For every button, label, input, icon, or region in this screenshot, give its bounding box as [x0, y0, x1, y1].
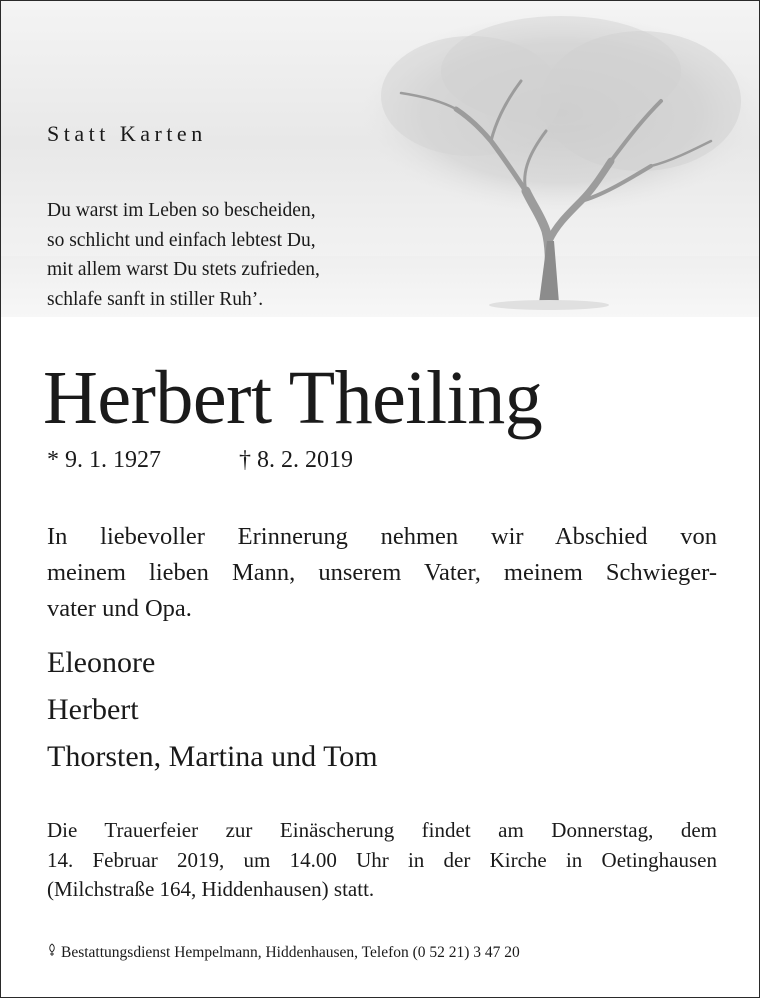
- intro-line: In liebevoller Erinnerung nehmen wir Abschied von: [47, 523, 717, 550]
- statt-karten-label: Statt Karten: [47, 121, 207, 146]
- service-line: (Milchstraße 164, Hiddenhausen) statt.: [47, 877, 375, 901]
- family-member: Herbert: [47, 693, 139, 726]
- poem-line: mit allem warst Du stets zufrieden,: [47, 259, 320, 280]
- family-member: Thorsten, Martina und Tom: [47, 740, 378, 773]
- deceased-name: Herbert Theiling: [43, 356, 543, 440]
- service-info: [47, 816, 717, 905]
- poem: [47, 196, 320, 314]
- poem-line: so schlicht und einfach lebtest Du,: [47, 229, 316, 251]
- intro-line: meinem lieben Mann, unserem Vater, meinem Schwieger-: [47, 559, 717, 586]
- family-member: Eleonore: [47, 646, 156, 679]
- birth-date: * 9. 1. 1927: [47, 447, 161, 473]
- footer-text: Bestattungsdienst Hempelmann, Hiddenhausen, Telefon (0 52 21) 3 47 20: [61, 944, 520, 961]
- service-line: Die Trauerfeier zur Einäscherung findet am Donnerstag, dem: [47, 818, 717, 842]
- header-image: [1, 1, 760, 317]
- funeral-home-footer: [47, 943, 520, 962]
- death-date: † 8. 2. 2019: [239, 447, 353, 473]
- intro-text: [47, 519, 717, 627]
- intro-line: vater und Opa.: [47, 595, 192, 622]
- poem-line: schlafe sanft in stiller Ruh’.: [47, 288, 264, 310]
- life-dates: [47, 447, 353, 474]
- poem-line: Du warst im Leben so bescheiden,: [47, 200, 316, 221]
- family-members: [47, 639, 378, 780]
- service-line: 14. Februar 2019, um 14.00 Uhr in der Kirche in Oetinghausen: [47, 847, 717, 872]
- lily-icon: [47, 943, 57, 961]
